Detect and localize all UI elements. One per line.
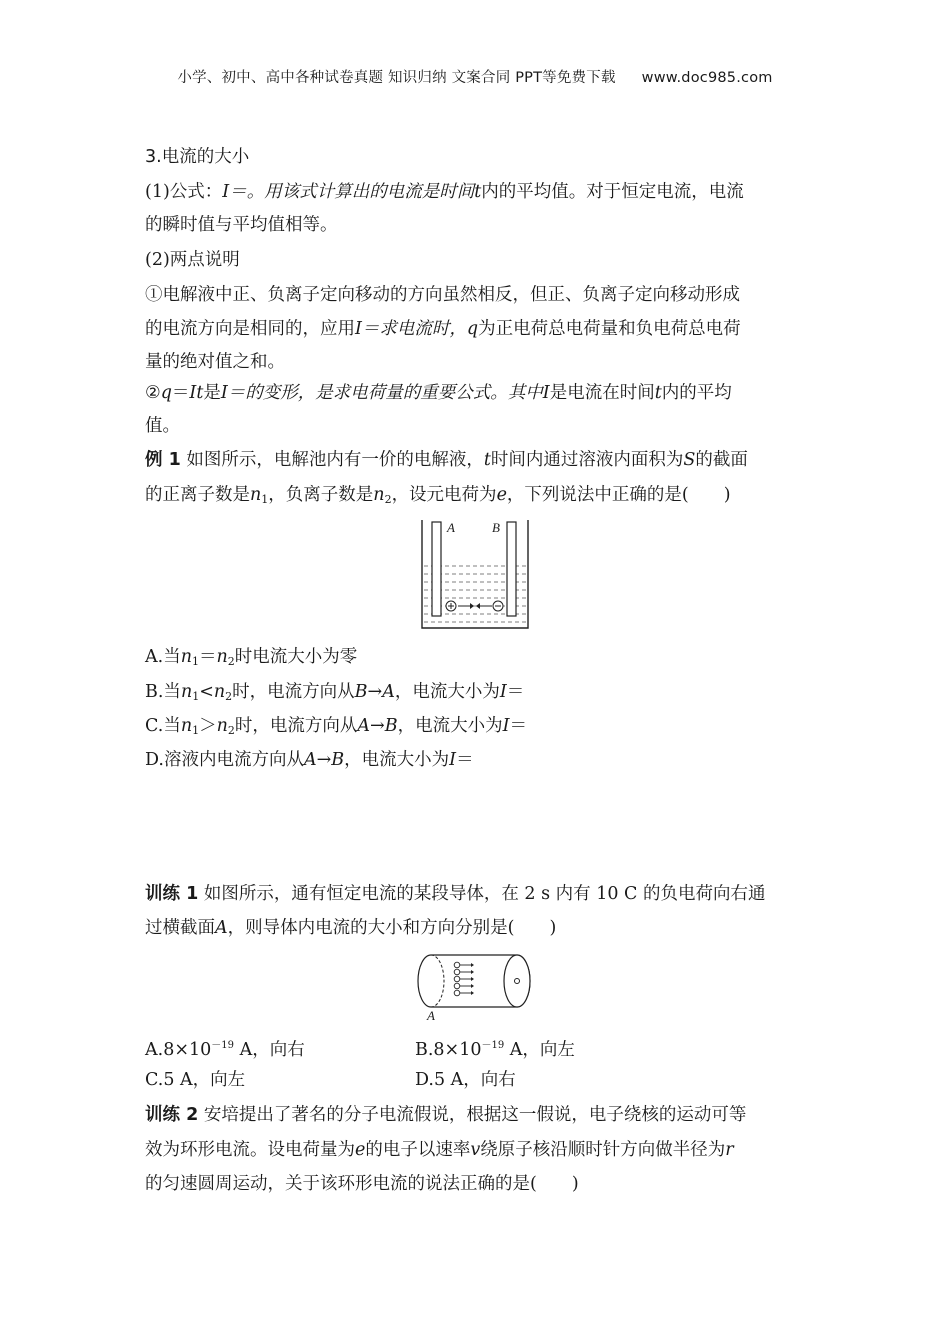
training1-options-row-2 [145,1068,815,1092]
point2-line-1: ②q＝It是I＝的变形，是求电荷量的重要公式。其中I是电流在时间t内的平均 [145,383,732,403]
header-text: 小学、初中、高中各种试卷真题 知识归纳 文案合同 PPT等免费下载 [177,70,616,86]
example1-line-2: 的正离子数是$n_1$，负离子数是$n_2$，设元电荷为e，下列说法中正确的是( ) [145,485,731,506]
conductor-figure [417,950,535,1024]
training2-line-2: 效为环形电流。设电荷量为e的电子以速率v绕原子核沿顺时针方向做半径为r [145,1140,734,1160]
two-points-heading: (2)两点说明 [145,250,240,270]
example1-label: 例 1 [145,450,181,470]
option-b[interactable]: B.当$n_1<n_2$时，电流方向从B→A，电流大小为I＝ [145,682,525,703]
training2-line-1: 训练 2 安培提出了著名的分子电流假说，根据这一假说，电子绕核的运动可等 [145,1105,747,1125]
electrolytic-cell-figure [418,516,532,632]
training1-option-a[interactable]: $A.8\times 10^{-19}$ A，向右 [145,1040,305,1060]
formula-line-1: (1)公式：I＝。用该式计算出的电流是时间t内的平均值。对于恒定电流，电流 [145,182,744,202]
training1-line-1: 训练 1 如图所示，通有恒定电流的某段导体，在 2 s 内有 10 C 的负电荷向右通 [145,884,766,904]
header-site: www.doc985.com [641,70,773,86]
point1-line-1: ①电解液中正、负离子定向移动的方向虽然相反，但正、负离子定向移动形成 [145,285,740,305]
training1-option-d[interactable]: D.5 A，向右 [415,1070,516,1090]
example1-line-1: 例 1 如图所示，电解池内有一价的电解液，t时间内通过溶液内面积为S的截面 [145,450,748,470]
point1-line-3: 量的绝对值之和。 [145,352,285,372]
page-header [0,66,950,87]
training2-line-3: 的匀速圆周运动，关于该环形电流的说法正确的是( ) [145,1174,579,1194]
electrode-a-label: A [447,520,455,535]
section-title: 3.电流的大小 [145,147,250,167]
option-a[interactable]: A.当$n_1=n_2$时电流大小为零 [145,647,358,668]
training1-label: 训练 1 [145,884,199,904]
training2-label: 训练 2 [145,1105,199,1125]
formula-line-2: 的瞬时值与平均值相等。 [145,215,338,235]
training1-line-2: 过横截面A，则导体内电流的大小和方向分别是( ) [145,918,557,938]
option-c[interactable]: C.当$n_1>n_2$时，电流方向从A→B，电流大小为I＝ [145,716,528,737]
point2-line-2: 值。 [145,416,180,436]
training1-option-c[interactable]: C.5 A，向左 [145,1070,246,1090]
point1-line-2: 的电流方向是相同的，应用I＝求电流时，q为正电荷总电荷量和负电荷总电荷 [145,319,741,339]
cross-section-label: A [427,1008,435,1023]
training1-option-b[interactable]: $B.8\times 10^{-19}$ A，向左 [415,1040,575,1060]
electrode-b-label: B [492,520,500,535]
option-d[interactable]: D.溶液内电流方向从A→B，电流大小为I＝ [145,750,474,770]
training1-options-row-1 [145,1034,815,1062]
